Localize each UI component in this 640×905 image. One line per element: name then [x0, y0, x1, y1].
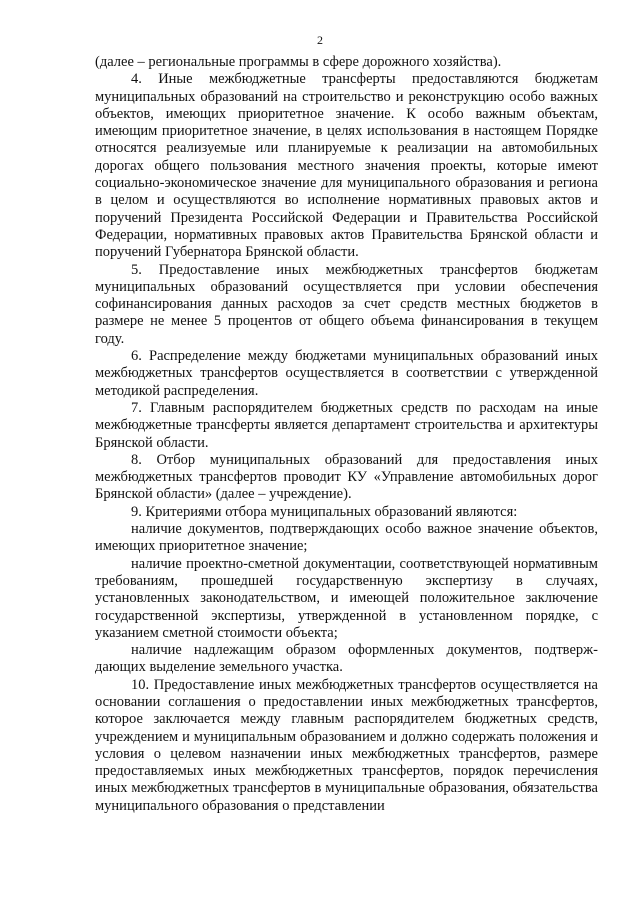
paragraph-6: 6. Распределение между бюджетами муниципальных образований иных межбюджетных трансфертов осуществляется в соответствии с утвержденной методикой распределения. [95, 348, 598, 399]
paragraph-7: 7. Главным распорядителем бюджетных средств по расходам на иные межбюджетные трансферты является департамент строительства и архитектуры Брянской области. [95, 399, 598, 451]
paragraph-continuation: (далее – региональные программы в сфере дорожного хозяйства). [95, 54, 502, 70]
paragraph-10: 10. Предоставление иных межбюджетных трансфертов осуществляется на основании соглашения о предоставлении иных межбюджетных трансфертов, которое заключается между главным распорядителем бюджетных средств, учреждением и муниципальным образованием и должно содержать положения и условия о целевом назначении иных межбюджетных трансфертов, размере предоставляемых иных межбюджетных трансфертов, порядок перечисления иных межбюджетных трансфертов в муниципальные образования, обязательства муниципального образования о представлении [95, 676, 598, 814]
document-body [95, 54, 598, 815]
criterion-land-plot: наличие надлежащим образом оформленных документов, подтверждающих выделение земельного участка. [95, 642, 598, 676]
page-number: 2 [317, 33, 323, 47]
paragraph-4: 4. Иные межбюджетные трансферты предоставляются бюджетам муниципальных образований на строительство и реконструкцию особо важных объектов, имеющих приоритетное значение. К особо важным объектам, имеющим приоритетное значение, в целях использования в настоящем Порядке относятся реализуемые или планируемые к реализации на автомобильных дорогах общего пользования местного значения проекты, которые имеют социально-экономическое значение для муниципального образования и региона в целом и осуществляются во исполнение нормативных правовых актов и поручений Президента Российской Федерации и Правительства Российской Федерации, нормативных правовых актов Правительства Брянской области и поручений Губернатора Брянской области. [95, 71, 598, 261]
paragraph-8: 8. Отбор муниципальных образований для предоставления иных межбюджетных трансфертов проводит КУ «Управление автомобильных дорог Брянской области» (далее – учреждение). [95, 451, 598, 503]
paragraph-5: 5. Предоставление иных межбюджетных трансфертов бюджетам муниципальных образований осуществляется при условии обеспечения софинансирования данных расходов за счет средств местных бюджетов в размере не менее 5 процентов от общего объема финансирования в текущем году. [95, 261, 598, 347]
paragraph-9: 9. Критериями отбора муниципальных образований являются: [131, 503, 518, 520]
criterion-design-documentation: наличие проектно-сметной документации, соответствующей нормативным требованиям, прошедшей государственную экспертизу в случаях, установленных законодательством, и имеющей положительное заключение государственной экспертизы, утвержденной в установленном порядке, с указанием сметной стоимости объекта; [95, 555, 598, 641]
criterion-documents: наличие документов, подтверждающих особо важное значение объектов, имеющих приоритетное значение; [95, 521, 598, 555]
